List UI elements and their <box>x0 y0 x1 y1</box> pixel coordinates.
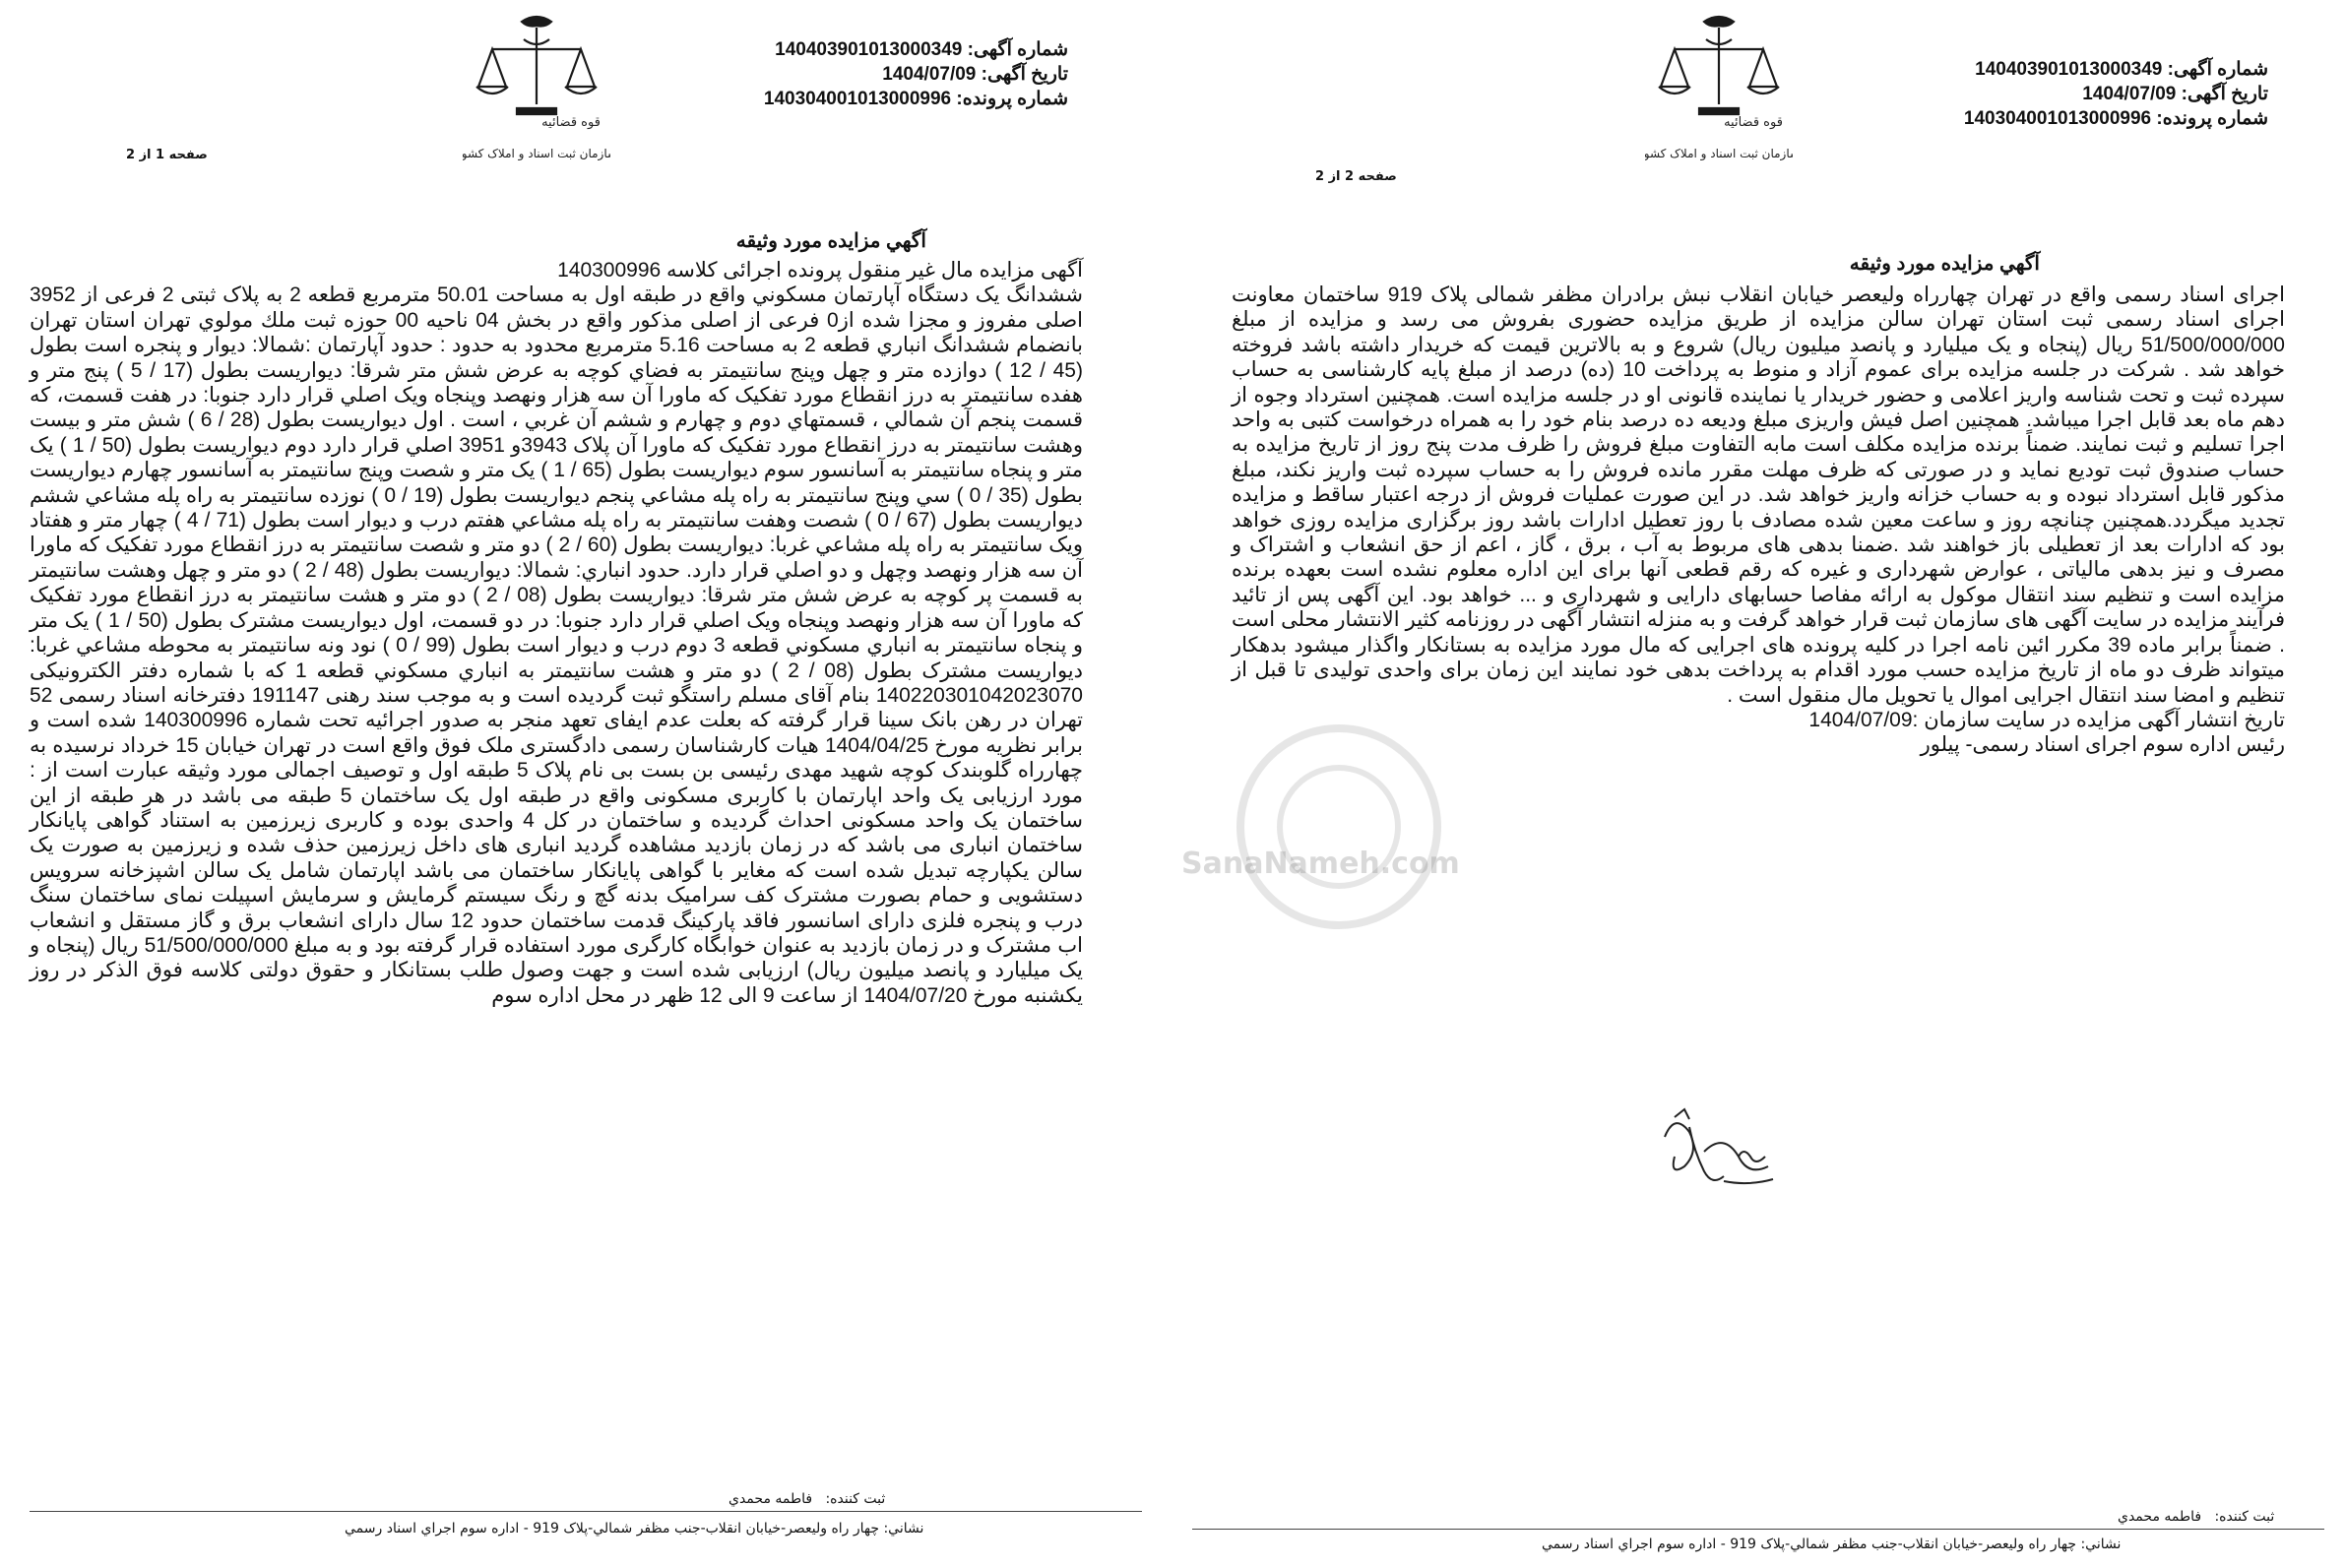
svg-text:سازمان ثبت اسناد و املاک کشور: سازمان ثبت اسناد و املاک کشور <box>1645 147 1793 160</box>
registrar-name: فاطمه محمدي <box>729 1491 813 1507</box>
handwritten-signature <box>1645 1098 1793 1206</box>
notice-number-label: شماره آگهی: <box>967 39 1068 60</box>
svg-text:سازمان ثبت اسناد و املاک کشور: سازمان ثبت اسناد و املاک کشور <box>463 147 610 160</box>
registrar-name: فاطمه محمدي <box>2118 1509 2202 1525</box>
case-number-row <box>674 87 1068 111</box>
page-indicator: صفحه 1 از 2 <box>126 148 208 162</box>
notice-number-label: شماره آگهی: <box>2167 59 2268 80</box>
publish-date-line: تاریخ انتشار آگهی مزایده در سایت سازمان :1404/07/09 <box>1808 708 2285 731</box>
notice-date-label: تاریخ آگهی: <box>981 64 1068 85</box>
registrar <box>729 1491 885 1507</box>
notice-title: آگهي مزايده مورد وثيقه <box>1849 253 2040 275</box>
svg-text:قوه قضائیه: قوه قضائیه <box>541 115 601 130</box>
notice-subtitle: آگهی مزایده مال غیر منقول پرونده اجرائی کلاسه 140300996 <box>557 259 1083 282</box>
case-number-row <box>1874 106 2268 131</box>
page-1 <box>0 0 1172 1568</box>
registrar <box>2118 1509 2274 1525</box>
notice-body <box>1232 282 2285 758</box>
notice-title: آگهي مزايده مورد وثيقه <box>735 230 926 252</box>
judiciary-emblem <box>1645 10 1793 177</box>
footer-divider <box>1192 1529 2324 1530</box>
notice-date-row <box>674 62 1068 87</box>
registrar-label: ثبت كننده: <box>2214 1509 2275 1525</box>
footer-address: نشاني: چهار راه وليعصر-خيابان انقلاب-جنب مظفر شمالي-پلاک 919 - اداره سوم اجراي اسناد رسمي <box>345 1521 924 1537</box>
footer-address: نشاني: چهار راه وليعصر-خيابان انقلاب-جنب مظفر شمالي-پلاک 919 - اداره سوم اجراي اسناد رسمي <box>1542 1537 2122 1552</box>
notice-body-text: اجرای اسناد رسمی واقع در تهران چهارراه ولیعصر خیابان انقلاب نبش برادران مظفر شمالی پلاک 919 ساختمان معاونت اجرای اسناد رسمی ثبت استان تهران سالن مزایده از طریق مزایده حضوری بفروش می رسد و مزایده از مبلغ 51/500/000/000 ریال (پنجاه و یک میلیارد و پانصد میلیون ریال) شروع و به بالاترین قیمت که خریدار داشته باشد فروخته خواهد شد . شرکت در جلسه مزایده برای عموم آزاد و منوط به پرداخت 10 (ده) درصد از مبلغ پایه کارشناسی به حساب سپرده ثبت و تحت شناسه واریز اعلامی و حضور خریدار یا نماینده قانونی او در جلسه مزایده است. همچنین استرداد وجوه از دهم ماه بعد قابل اجرا میباشد. همچنین اصل فیش واریزی مبلغ ودیعه ده درصد بنام خود را به همراه درخواست کتبی به واحد اجرا تسلیم و ثبت نمایند. ضمناً برنده مزایده مکلف است مابه التفاوت مبلغ فروش را ظرف مدت پنج روز از تاریخ مزایده به حساب صندوق ثبت تودیع نماید و در صورتی که ظرف مهلت مقرر مانده فروش را به حساب سپرده ثبت واریز نکند، مبلغ مذکور قابل استرداد نبوده و به حساب خزانه واریز خواهد شد. در این صورت عملیات فروش از درجه اعتبار ساقط و مزایده تجدید میگردد.همچنین چنانچه روز و ساعت معین شده مصادف با روز تعطیل ادارات باشد روز برگزاری مزایده روزی خواهد بود که ادارات بعد از تعطیلی باز خواهند شد .ضمنا بدهی های مربوط به آب ، برق ، گاز ، اعم از حق انشعاب و اشتراک و مصرف و نیز بدهی مالیاتی ، عوارض شهرداری و غیره که رقم قطعی آنها برای این اداره معلوم نشده است بعهده برنده مزایده است و تنظیم سند انتقال موکول به ارائه مفاصا حسابهای دارایی و شهرداری و ... خواهد بود. این آگهی پس از تائید فرآیند مزایده در سایت آگهی های سازمان ثبت قرار خواهد گرفت و به منزله انتشار آگهی در روزنامه کثیر الانتشار محلی است . ضمناً برابر ماده 39 مکرر ائین نامه اجرا در کلیه پرونده های اجرایی که مال مورد مزایده به بستانکار واگذار میشود بدهکار میتواند ظرف دو ماه از تاریخ مزایده حسب مورد اقدام به پرداخت بدهی خود نمایند این زمان برای واحدی تولیدی تا قبل از تنظیم و امضا سند انتقال اجرایی اموال یا تحویل مال منقول است . <box>1232 283 2285 707</box>
notice-date-row <box>1874 82 2268 106</box>
registrar-label: ثبت كننده: <box>825 1491 886 1507</box>
notice-date-label: تاریخ آگهی: <box>2181 84 2268 104</box>
page-2 <box>1172 0 2345 1568</box>
signatory-line: رئیس اداره سوم اجرای اسناد رسمی- پیلور <box>1920 733 2285 757</box>
case-number-label: شماره پرونده: <box>2156 108 2268 129</box>
notice-number: 140403901013000349 <box>775 39 963 60</box>
scales-of-justice-icon <box>463 10 610 177</box>
case-number-label: شماره پرونده: <box>956 89 1068 109</box>
case-number: 140304001013000996 <box>1963 108 2152 129</box>
notice-meta <box>674 37 1068 111</box>
notice-number-row <box>1874 57 2268 82</box>
judiciary-emblem <box>463 10 610 177</box>
notice-body <box>30 258 1083 1008</box>
scales-of-justice-icon <box>1645 10 1793 177</box>
svg-text:قوه قضائیه: قوه قضائیه <box>1724 115 1783 130</box>
case-number: 140304001013000996 <box>763 89 952 109</box>
notice-number: 140403901013000349 <box>1975 59 2163 80</box>
watermark-site-name: SanaNameh.com <box>1181 847 1460 881</box>
page-indicator: صفحه 2 از 2 <box>1315 169 1397 184</box>
notice-date: 1404/07/09 <box>882 64 977 85</box>
footer-divider <box>30 1511 1142 1512</box>
notice-meta <box>1874 57 2268 131</box>
notice-number-row <box>674 37 1068 62</box>
notice-date: 1404/07/09 <box>2082 84 2177 104</box>
notice-body-text: ششدانگ يک دستگاه آپارتمان مسكوني واقع در طبقه اول به مساحت 50.01 مترمربع قطعه 2 به پلاک ثبتی 2 فرعی از 3952 اصلی مفروز و مجزا شده از0 فرعی از اصلی مذکور واقع در بخش 04 ناحیه 00 حوزه ثبت ملك مولوي تهران استان تهران بانضمام ششدانگ انباري قطعه 2 به مساحت 5.16 مترمربع محدود به حدود : حدود آپارتمان :شمالا: ديوار و پنجره است بطول (45 / 12 ) دوازده متر و چهل وپنج سانتيمتر به فضاي كوچه به عرض شش متر شرقا: ديواريست بطول (17 / 5 ) پنج متر و هفده سانتيمتر به درز انقطاع مورد تفكيک كه ماورا آن سه هزار ونهصد وپنجاه ويک اصلي قرار دارد جنوبا: در هفت قسمت، كه قسمت پنجم آن شمالي ، قسمتهاي دوم و چهارم و ششم آن غربي ، است . اول ديواريست بطول (28 / 6 ) شش متر و بيست وهشت سانتيمتر به درز انقطاع مورد تفكيک كه ماورا آن پلاک 3943و 3951 اصلي قرار دارد دوم ديواريست بطول (50 / 1 ) يک متر و پنجاه سانتيمتر به آسانسور سوم ديواريست بطول (65 / 1 ) يک متر و شصت وپنج سانتيمتر به آسانسور چهارم ديواريست بطول (35 / 0 ) سي وپنج سانتيمتر به راه پله مشاعي پنجم ديواريست بطول (19 / 0 ) نوزده سانتيمتر به راه پله مشاعي ششم ديواريست بطول (67 / 0 ) شصت وهفت سانتيمتر به راه پله مشاعي هفتم درب و ديوار است بطول (71 / 4 ) چهار متر و هفتاد ويک سانتيمتر به راه پله مشاعي غربا: ديواريست بطول (60 / 2 ) دو متر و شصت سانتيمتر به درز انقطاع مورد تفكيک كه ماورا آن سه هزار ونهصد وچهل و دو اصلي قرار دارد. حدود انباري: شمالا: ديواريست بطول (48 / 2 ) دو متر و چهل وهشت سانتيمتر به قسمت پر كوچه به عرض شش متر شرقا: ديواريست بطول (08 / 2 ) دو متر و هشت سانتيمتر به درز انقطاع مورد تفكيک كه ماورا آن سه هزار ونهصد وپنجاه ويک اصلي قرار دارد جنوبا: در دو قسمت، اول ديواريست مشترک بطول (50 / 1 ) يک متر و پنجاه سانتيمتر به انباري مسكوني قطعه 3 دوم درب و ديوار است بطول (99 / 0 ) نود ونه سانتيمتر به محوطه مشاعي غربا: ديواريست مشترک بطول (08 / 2 ) دو متر و هشت سانتيمتر به انباري مسكوني قطعه 1 که با شماره دفتر الکترونیکی 140220301042023070 بنام آقای مسلم راستگو ثبت گردیده است و به موجب سند رهنی 191147 دفترخانه اسناد رسمی 52 تهران در رهن بانک سینا قرار گرفته که بعلت عدم ایفای تعهد منجر به صدور اجرائیه تحت شماره 140300996 شده است و برابر نظریه مورخ 1404/04/25 هیات کارشناسان رسمی دادگستری ملک فوق واقع است در تهران خیابان 15 خرداد نرسیده به چهارراه گلوبندک کوچه شهید مهدی رئیسی بن بست بی نام پلاک 5 طبقه اول و توصیف اجمالی مورد وثیقه عبارت است از : مورد ارزیابی یک واحد اپارتمان با کاربری مسکونی واقع در طبقه اول یک ساختمان 5 طبقه می باشد در هر طبقه از این ساختمان یک واحد مسکونی احداث گردیده و ساختمان در کل 4 واحدی بوده و کاربری زیرزمین به استناد گواهی پایانکار ساختمان انباری می باشد که در زمان بازدید مشاهده گردید انباری های داخل زیرزمین حذف شده و زیرزمین به صورت یک سالن یکپارچه تبدیل شده است که مغایر با گواهی پایانکار ساختمان می باشد اپارتمان شامل یک سالن اشپزخانه سرویس دستشویی و حمام بصورت مشترک کف سرامیک بدنه گچ و رنگ سیستم گرمایش و سرمایش اسپیلت نمای ساختمان سنگ درب و پنجره فلزی دارای اسانسور فاقد پارکینگ قدمت ساختمان حدود 12 سال دارای انشعاب برق و گاز مستقل و انشعاب اب مشترک و در زمان بازدید به عنوان خوابگاه کارگری مورد استفاده قرار گرفته بود و به مبلغ 51/500/000/000 ریال (پنجاه و یک میلیارد و پانصد میلیون ریال) ارزیابی شده است و جهت وصول طلب بستانکار و حقوق دولتی کلاسه فوق الذکر در روز یکشنبه مورخ 1404/07/20 از ساعت 9 الی 12 ظهر در محل اداره سوم <box>30 283 1084 1007</box>
